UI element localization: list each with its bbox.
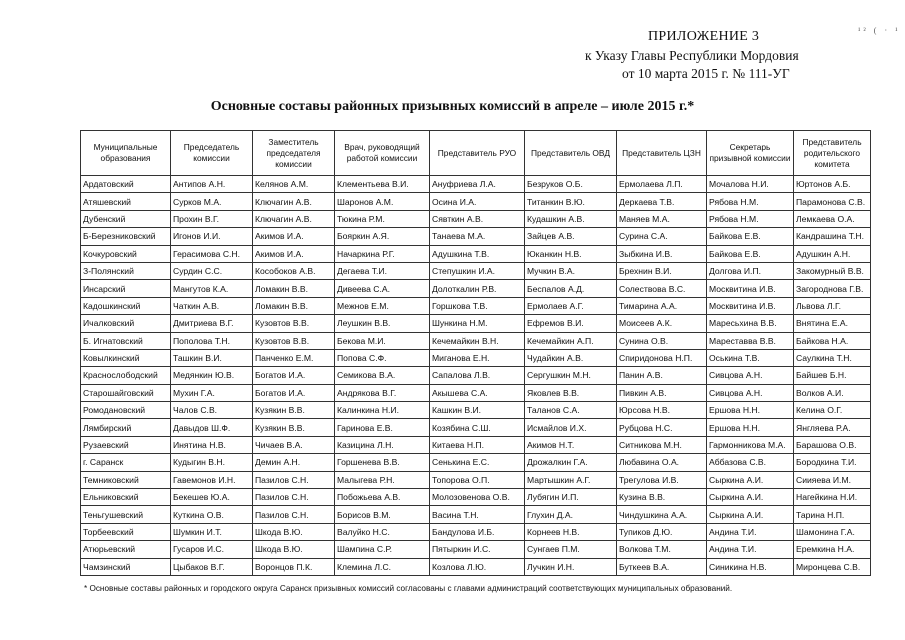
table-cell: Байшев Б.Н. [794, 367, 871, 384]
table-row [81, 315, 871, 332]
table-cell: Исмайлов И.Х. [525, 419, 617, 436]
table-row [81, 210, 871, 227]
table-cell: Давыдов Ш.Ф. [171, 419, 253, 436]
table-cell: Титанкин В.Ю. [525, 193, 617, 210]
municipality-cell: Б-Березниковский [81, 228, 171, 245]
table-row [81, 384, 871, 401]
table-cell: Рубцова Н.С. [617, 419, 707, 436]
table-cell: Степушкин И.А. [430, 262, 525, 279]
table-cell: Юрсова Н.В. [617, 402, 707, 419]
table-row [81, 471, 871, 488]
table-row [81, 262, 871, 279]
municipality-cell: Ромодановский [81, 402, 171, 419]
table-cell: Сурков М.А. [171, 193, 253, 210]
table-cell: Синикина Н.В. [707, 558, 794, 575]
table-cell: Малыгева Р.Н. [335, 471, 430, 488]
table-cell: Моисеев А.К. [617, 315, 707, 332]
table-cell: Бекешев Ю.А. [171, 489, 253, 506]
municipality-cell: Дубенский [81, 210, 171, 227]
table-row [81, 176, 871, 193]
table-cell: Шамонина Г.А. [794, 523, 871, 540]
table-cell: Пазилов С.Н. [253, 489, 335, 506]
table-cell: Кашкин В.И. [430, 402, 525, 419]
table-cell: Адушкина Т.В. [430, 245, 525, 262]
table-cell: Беспалов А.Д. [525, 280, 617, 297]
table-cell: Зайцев А.В. [525, 228, 617, 245]
table-cell: Байкова Н.А. [794, 332, 871, 349]
table-cell: Шкода В.Ю. [253, 523, 335, 540]
table-cell: Мучкин В.А. [525, 262, 617, 279]
table-cell: Шаронов А.М. [335, 193, 430, 210]
table-cell: Козябина С.Ш. [430, 419, 525, 436]
table-row [81, 489, 871, 506]
table-cell: Нагейкина Н.И. [794, 489, 871, 506]
table-cell: Сыркина А.И. [707, 489, 794, 506]
table-cell: Андина Т.И. [707, 541, 794, 558]
table-row [81, 506, 871, 523]
table-cell: Шумкин И.Т. [171, 523, 253, 540]
table-cell: Пазилов С.Н. [253, 471, 335, 488]
municipality-cell: Темниковский [81, 471, 171, 488]
table-cell: Безруков О.Б. [525, 176, 617, 193]
municipality-cell: З-Полянский [81, 262, 171, 279]
table-cell: Казицина Л.Н. [335, 436, 430, 453]
table-cell: Панин А.В. [617, 367, 707, 384]
municipality-cell: Лямбирский [81, 419, 171, 436]
table-cell: Сенькина Е.С. [430, 454, 525, 471]
table-cell: Трегулова И.В. [617, 471, 707, 488]
table-cell: Шампина С.Р. [335, 541, 430, 558]
table-cell: Кечемайкин А.П. [525, 332, 617, 349]
municipality-cell: Кочкуровский [81, 245, 171, 262]
appendix-label: ПРИЛОЖЕНИЕ 3 [648, 29, 760, 44]
table-cell: Кузовтов В.В. [253, 332, 335, 349]
table-cell: Львова Л.Г. [794, 297, 871, 314]
table-cell: Волкова Т.М. [617, 541, 707, 558]
table-cell: Ануфриева Л.А. [430, 176, 525, 193]
table-cell: Гавемонов И.Н. [171, 471, 253, 488]
table-cell: Сурина С.А. [617, 228, 707, 245]
table-cell: Герасимова С.Н. [171, 245, 253, 262]
document-title: Основные составы районных призывных комиссий в апреле – июле 2015 г.* [210, 99, 695, 114]
municipality-cell: Атяшевский [81, 193, 171, 210]
table-cell: Чиндушкина А.А. [617, 506, 707, 523]
table-cell: Сыркина А.И. [707, 506, 794, 523]
table-cell: Тимарина А.А. [617, 297, 707, 314]
table-row [81, 367, 871, 384]
table-cell: Демин А.Н. [253, 454, 335, 471]
municipality-cell: Б. Игнатовский [81, 332, 171, 349]
table-row [81, 454, 871, 471]
table-cell: Воронцов П.К. [253, 558, 335, 575]
table-cell: Загороднова Г.В. [794, 280, 871, 297]
municipality-cell: Ичалковский [81, 315, 171, 332]
table-cell: Кандрашина Т.Н. [794, 228, 871, 245]
table-cell: Сивцова А.Н. [707, 384, 794, 401]
table-cell: Богатов И.А. [253, 367, 335, 384]
table-row [81, 541, 871, 558]
table-cell: Семикова В.А. [335, 367, 430, 384]
table-cell: Москвитина И.В. [707, 297, 794, 314]
table-cell: Долгова И.П. [707, 262, 794, 279]
table-cell: Миронцева С.В. [794, 558, 871, 575]
table-row [81, 332, 871, 349]
table-cell: Сапалова Л.В. [430, 367, 525, 384]
table-cell: Осина И.А. [430, 193, 525, 210]
table-row [81, 523, 871, 540]
column-header: Представитель РУО [430, 131, 525, 176]
table-cell: Чаткин А.В. [171, 297, 253, 314]
table-cell: Барашова О.В. [794, 436, 871, 453]
table-cell: Танаева М.А. [430, 228, 525, 245]
table-row [81, 228, 871, 245]
column-header: Секретарь призывной комиссии [707, 131, 794, 176]
table-cell: Прохин В.Г. [171, 210, 253, 227]
municipality-cell: Чамзинский [81, 558, 171, 575]
table-cell: Сыркина А.И. [707, 471, 794, 488]
table-cell: Лучкин И.Н. [525, 558, 617, 575]
table-cell: Леушкин В.В. [335, 315, 430, 332]
table-cell: Лубягин И.П. [525, 489, 617, 506]
table-row [81, 193, 871, 210]
table-cell: Лемкаева О.А. [794, 210, 871, 227]
table-cell: Пазилов С.Н. [253, 506, 335, 523]
table-cell: Антипов А.Н. [171, 176, 253, 193]
table-cell: Юртонов А.Б. [794, 176, 871, 193]
table-cell: Куткина О.В. [171, 506, 253, 523]
table-cell: Чичаев В.А. [253, 436, 335, 453]
table-cell: Акимов И.А. [253, 228, 335, 245]
table-cell: Долоткалин Р.В. [430, 280, 525, 297]
table-row [81, 245, 871, 262]
table-cell: Закомурный В.В. [794, 262, 871, 279]
table-cell: Тюкина Р.М. [335, 210, 430, 227]
column-header: Представитель ЦЗН [617, 131, 707, 176]
table-cell: Клемина Л.С. [335, 558, 430, 575]
column-header: Представитель ОВД [525, 131, 617, 176]
table-row [81, 402, 871, 419]
table-cell: Тупиков Д.Ю. [617, 523, 707, 540]
table-cell: Гармонникова М.А. [707, 436, 794, 453]
table-cell: Чудайкин А.В. [525, 349, 617, 366]
municipality-cell: г. Саранск [81, 454, 171, 471]
corner-marks: ¹² ( · ¹ [858, 26, 901, 35]
table-cell: Чалов С.В. [171, 402, 253, 419]
table-cell: Байкова Е.В. [707, 228, 794, 245]
column-header: Председатель комиссии [171, 131, 253, 176]
table-cell: Маресьхина В.В. [707, 315, 794, 332]
table-cell: Панченко Е.М. [253, 349, 335, 366]
table-cell: Горшкова Т.В. [430, 297, 525, 314]
table-cell: Гаринова Е.В. [335, 419, 430, 436]
decree-reference: к Указу Главы Республики Мордовия [585, 48, 799, 63]
municipality-cell: Ардатовский [81, 176, 171, 193]
table-cell: Келянов А.М. [253, 176, 335, 193]
table-cell: Ломакин В.В. [253, 280, 335, 297]
table-cell: Бекова М.И. [335, 332, 430, 349]
table-cell: Ключагин А.В. [253, 210, 335, 227]
municipality-cell: Ковылкинский [81, 349, 171, 366]
table-cell: Сунина О.В. [617, 332, 707, 349]
table-cell: Ломакин В.В. [253, 297, 335, 314]
table-cell: Рябова Н.М. [707, 210, 794, 227]
table-cell: Ташкин В.И. [171, 349, 253, 366]
table-row [81, 297, 871, 314]
table-cell: Миганова Е.Н. [430, 349, 525, 366]
table-cell: Дивеева С.А. [335, 280, 430, 297]
table-cell: Мухин Г.А. [171, 384, 253, 401]
column-header: Представитель родительского комитета [794, 131, 871, 176]
table-cell: Кузовтов В.В. [253, 315, 335, 332]
table-cell: Пивкин А.В. [617, 384, 707, 401]
table-cell: Акышева С.А. [430, 384, 525, 401]
table-cell: Акимов Н.Т. [525, 436, 617, 453]
table-cell: Шкода В.Ю. [253, 541, 335, 558]
table-cell: Тарина Н.П. [794, 506, 871, 523]
table-cell: Калинкина Н.И. [335, 402, 430, 419]
table-cell: Побожьева А.В. [335, 489, 430, 506]
table-cell: Топорова О.П. [430, 471, 525, 488]
table-cell: Попова С.Ф. [335, 349, 430, 366]
table-cell: Борисов В.М. [335, 506, 430, 523]
table-cell: Яковлев В.В. [525, 384, 617, 401]
table-cell: Кузякин В.В. [253, 402, 335, 419]
table-cell: Мочалова Н.И. [707, 176, 794, 193]
decree-date: от 10 марта 2015 г. № 111-УГ [622, 66, 790, 81]
table-cell: Сурдин С.С. [171, 262, 253, 279]
table-cell: Парамонова С.В. [794, 193, 871, 210]
table-cell: Горшенева В.В. [335, 454, 430, 471]
table-cell: Сергушкин М.Н. [525, 367, 617, 384]
table-row [81, 419, 871, 436]
table-cell: Пополова Т.Н. [171, 332, 253, 349]
table-cell: Брехнин В.И. [617, 262, 707, 279]
municipality-cell: Старошайговский [81, 384, 171, 401]
table-cell: Бояркин А.Я. [335, 228, 430, 245]
table-cell: Саулкина Т.Н. [794, 349, 871, 366]
table-cell: Оськина Т.В. [707, 349, 794, 366]
table-cell: Сявткин А.В. [430, 210, 525, 227]
table-cell: Москвитина И.В. [707, 280, 794, 297]
table-cell: Любавина О.А. [617, 454, 707, 471]
table-cell: Начаркина Р.Г. [335, 245, 430, 262]
table-cell: Медянкин Ю.В. [171, 367, 253, 384]
table-cell: Цыбаков В.Г. [171, 558, 253, 575]
table-row [81, 558, 871, 575]
table-cell: Валуйко Н.С. [335, 523, 430, 540]
table-cell: Сивцова А.Н. [707, 367, 794, 384]
table-cell: Ермолаев А.Г. [525, 297, 617, 314]
table-cell: Кособоков А.В. [253, 262, 335, 279]
table-cell: Ермолаева Л.П. [617, 176, 707, 193]
table-cell: Сиияева И.М. [794, 471, 871, 488]
municipality-cell: Инсарский [81, 280, 171, 297]
table-cell: Богатов И.А. [253, 384, 335, 401]
table-cell: Межнов Е.М. [335, 297, 430, 314]
table-cell: Бородкина Т.И. [794, 454, 871, 471]
table-cell: Ключагин А.В. [253, 193, 335, 210]
table-cell: Зыбкина И.В. [617, 245, 707, 262]
table-cell: Козлова Л.Ю. [430, 558, 525, 575]
municipality-cell: Кадошкинский [81, 297, 171, 314]
table-cell: Глухин Д.А. [525, 506, 617, 523]
table-row [81, 436, 871, 453]
table-cell: Андина Т.И. [707, 523, 794, 540]
table-cell: Дегаева Т.И. [335, 262, 430, 279]
table-cell: Акимов И.А. [253, 245, 335, 262]
table-cell: Кудыгин В.Н. [171, 454, 253, 471]
table-cell: Андрякова В.Г. [335, 384, 430, 401]
table-cell: Адушкин А.Н. [794, 245, 871, 262]
municipality-cell: Торбеевский [81, 523, 171, 540]
municipality-cell: Рузаевский [81, 436, 171, 453]
table-cell: Гусаров И.С. [171, 541, 253, 558]
table-cell: Мартышкин А.Г. [525, 471, 617, 488]
footnote: * Основные составы районных и городского округа Саранск призывных комиссий согласованы с главами администраций соответствующих муниципальных образований. [84, 584, 733, 593]
table-cell: Кузякин В.В. [253, 419, 335, 436]
table-row [81, 280, 871, 297]
table-cell: Мангутов К.А. [171, 280, 253, 297]
table-cell: Ершова Н.Н. [707, 402, 794, 419]
table-body [81, 176, 871, 576]
table-cell: Волков А.И. [794, 384, 871, 401]
table-cell: Буткеев В.А. [617, 558, 707, 575]
table-cell: Дрожалкин Г.А. [525, 454, 617, 471]
table-cell: Китаева Н.П. [430, 436, 525, 453]
table-cell: Кудашкин А.В. [525, 210, 617, 227]
table-cell: Клементьева В.И. [335, 176, 430, 193]
table-cell: Солествова В.С. [617, 280, 707, 297]
table-cell: Еремкина Н.А. [794, 541, 871, 558]
table-cell: Спиридонова Н.П. [617, 349, 707, 366]
table-cell: Сунгаев П.М. [525, 541, 617, 558]
table-cell: Деркаева Т.В. [617, 193, 707, 210]
table-cell: Ершова Н.Н. [707, 419, 794, 436]
table-cell: Васина Т.Н. [430, 506, 525, 523]
municipality-cell: Атюрьевский [81, 541, 171, 558]
table-cell: Янгляева Р.А. [794, 419, 871, 436]
table-header-row [81, 131, 871, 176]
table-cell: Рябова Н.М. [707, 193, 794, 210]
table-cell: Внятина Е.А. [794, 315, 871, 332]
table-cell: Молозовенова О.В. [430, 489, 525, 506]
table-cell: Инятина Н.В. [171, 436, 253, 453]
column-header: Заместитель председателя комиссии [253, 131, 335, 176]
table-cell: Ефремов В.И. [525, 315, 617, 332]
table-cell: Ситникова М.Н. [617, 436, 707, 453]
table-cell: Кузина В.В. [617, 489, 707, 506]
table-cell: Аббазова С.В. [707, 454, 794, 471]
table-cell: Байкова Е.В. [707, 245, 794, 262]
document-header [0, 0, 905, 100]
table-cell: Бандулова И.Б. [430, 523, 525, 540]
table-cell: Корнеев Н.В. [525, 523, 617, 540]
table-cell: Пятыркин И.С. [430, 541, 525, 558]
column-header: Муниципальные образования [81, 131, 171, 176]
table-cell: Дмитриева В.Г. [171, 315, 253, 332]
table-cell: Таланов С.А. [525, 402, 617, 419]
table-row [81, 349, 871, 366]
column-header: Врач, руководящий работой комиссии [335, 131, 430, 176]
municipality-cell: Ельниковский [81, 489, 171, 506]
table-cell: Келина О.Г. [794, 402, 871, 419]
table-cell: Шункина Н.М. [430, 315, 525, 332]
table-cell: Игонов И.И. [171, 228, 253, 245]
municipality-cell: Теньгушевский [81, 506, 171, 523]
municipality-cell: Краснослободский [81, 367, 171, 384]
commission-table [80, 130, 871, 576]
table-cell: Юканкин Н.В. [525, 245, 617, 262]
table-cell: Маняев М.А. [617, 210, 707, 227]
table-cell: Мареставва В.В. [707, 332, 794, 349]
table-cell: Кечемайкин В.Н. [430, 332, 525, 349]
